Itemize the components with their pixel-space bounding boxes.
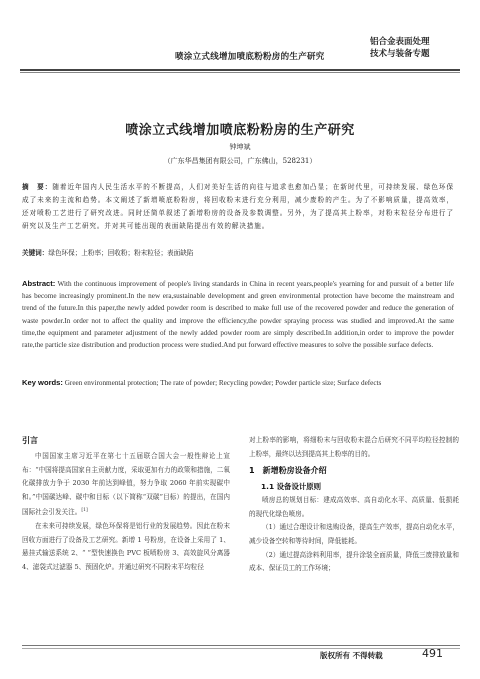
- header-rule: [20, 69, 460, 71]
- abstract-en: [22, 278, 454, 351]
- section-1-1-paragraph-3: （2）通过提高涂料利用率，提升涂装全面质量，降低三废排放量和成本、保证员工的工作环境；: [249, 550, 459, 573]
- article-affiliation: （广东华昌集团有限公司，广东佛山，528231）: [163, 157, 317, 165]
- intro-paragraph-2: 在未来可持续发展，绿色环保将是铝行业的发展趋势。因此在粉末回收方面进行了设备及工艺研究。新增 1 号粉房，在设备上采用了 1、悬挂式输送系统 2、“ ”型快速换色 PVC 板喷粉房 3、高效旋风分离器 4、滤袋式过滤器 5、预固化炉。并通过研究不同粉末平均粒径: [22, 522, 230, 571]
- abstract-cn-text: 随着近年国内人民生活水平的不断提高，人们对美好生活的向往与追求也愈加凸显；在新时代里，可持续发展、绿色环保成了未来的主流和趋势。本文阐述了新增喷底粉粉房，将回收粉末进行充分利用，减少废粉的产生。为了不影响质量，提高效率，还对喷粉工艺进行了研究改进。同时还简单叙述了新增粉房的设备及参数调整。另外，为了提高其上粉率，对粉末粒径分布进行了研究以及生产工艺研究。并对其可能出现的表面缺陷提出有效的解决措施。: [22, 183, 454, 231]
- copyright-notice: 版权所有 不得转载: [320, 651, 383, 660]
- right-paragraph-1: 对上粉率的影响，将细粉末与回收粉末混合后研究不同平均粒径控制的上粉率，最终以达到提高其上粉率的目的。: [249, 436, 459, 458]
- section-1-1-heading: 1.1 设备设计原则: [261, 482, 322, 492]
- intro-heading: 引言: [22, 436, 38, 445]
- journal-line-2: 技术与装备专题: [370, 49, 430, 59]
- abstract-en-label: Abstract:: [22, 279, 56, 288]
- keywords-cn-label: 关键词：: [22, 249, 49, 257]
- article-title: 喷涂立式线增加喷底粉粉房的生产研究: [125, 123, 355, 138]
- section-1-heading: 1 新增粉房设备介绍: [249, 466, 327, 476]
- header-rule-thin: [20, 72, 460, 73]
- abstract-en-text: With the continuous improvement of people's living standards in China in recent years,people's yearning for and pursuit of a better life has become increasingly prominent.In the new era,sustainable development and green environmental protection have become the mainstream and trend of the future.In this paper,the newly added powder room is described to make full use of the recovered powder and reduce the generation of waste powder.In order not to affect the quality and improve the efficiency,the powder spraying process was studied and improved.At the same time,the equipment and parameter adjustment of the newly added powder room are simply described.In addition,in order to improve the powder rate,the particle size distribution and production process were studied.And put forward effective measures to solve the possible surface defects.: [22, 280, 454, 350]
- abstract-cn-label: 摘 要：: [22, 183, 53, 191]
- keywords-cn-text: 绿色环保；上粉率；回收粉；粉末粒径；表面缺陷: [48, 249, 194, 257]
- keywords-en: [22, 377, 454, 389]
- page-number: 491: [422, 647, 443, 660]
- keywords-en-text: Green environmental protection; The rate of powder; Recycling powder; Powder particle size; Surface defects: [64, 379, 382, 387]
- section-1-1-paragraph-1: 喷房总的规划目标：建成高效率、高自动化水平、高质量、低损耗的现代化绿色喷房。: [249, 496, 459, 518]
- intro-paragraph-1: [22, 450, 230, 520]
- abstract-cn: [22, 181, 454, 233]
- footer-rule-thin: [22, 648, 460, 649]
- page-header: [20, 22, 460, 74]
- running-title: 喷涂立式线增加喷底粉粉房的生产研究: [175, 52, 325, 62]
- body-column-left: [22, 434, 230, 575]
- body-column-right: [249, 434, 459, 576]
- footer-rule: [22, 645, 460, 646]
- keywords-cn: [22, 247, 454, 260]
- journal-line-1: 铝合金表面处理: [370, 37, 430, 47]
- citation-ref: [1]: [81, 508, 88, 514]
- article-author: 钟坤斌: [229, 143, 251, 151]
- intro-paragraph-1-text: 中国国家主席习近平在第七十五届联合国大会一般性辩论上宣布：“中国将提高国家自主贡献力度，采取更加有力的政策和措施，二氧化碳排放力争于 2030 年前达到峰值，努力争取 2060 年前实现碳中和。”中国碳达峰、碳中和目标（以下简称“双碳”目标）的提出，在国内国际社会引发关注。: [22, 452, 230, 517]
- journal-section: [370, 36, 454, 60]
- section-1-1-paragraph-2: （1）通过合理设计和选购设备，提高生产效率，提高自动化水平，减少设备空转和等待时间，降低能耗。: [249, 523, 459, 545]
- keywords-en-label: Key words:: [22, 378, 63, 387]
